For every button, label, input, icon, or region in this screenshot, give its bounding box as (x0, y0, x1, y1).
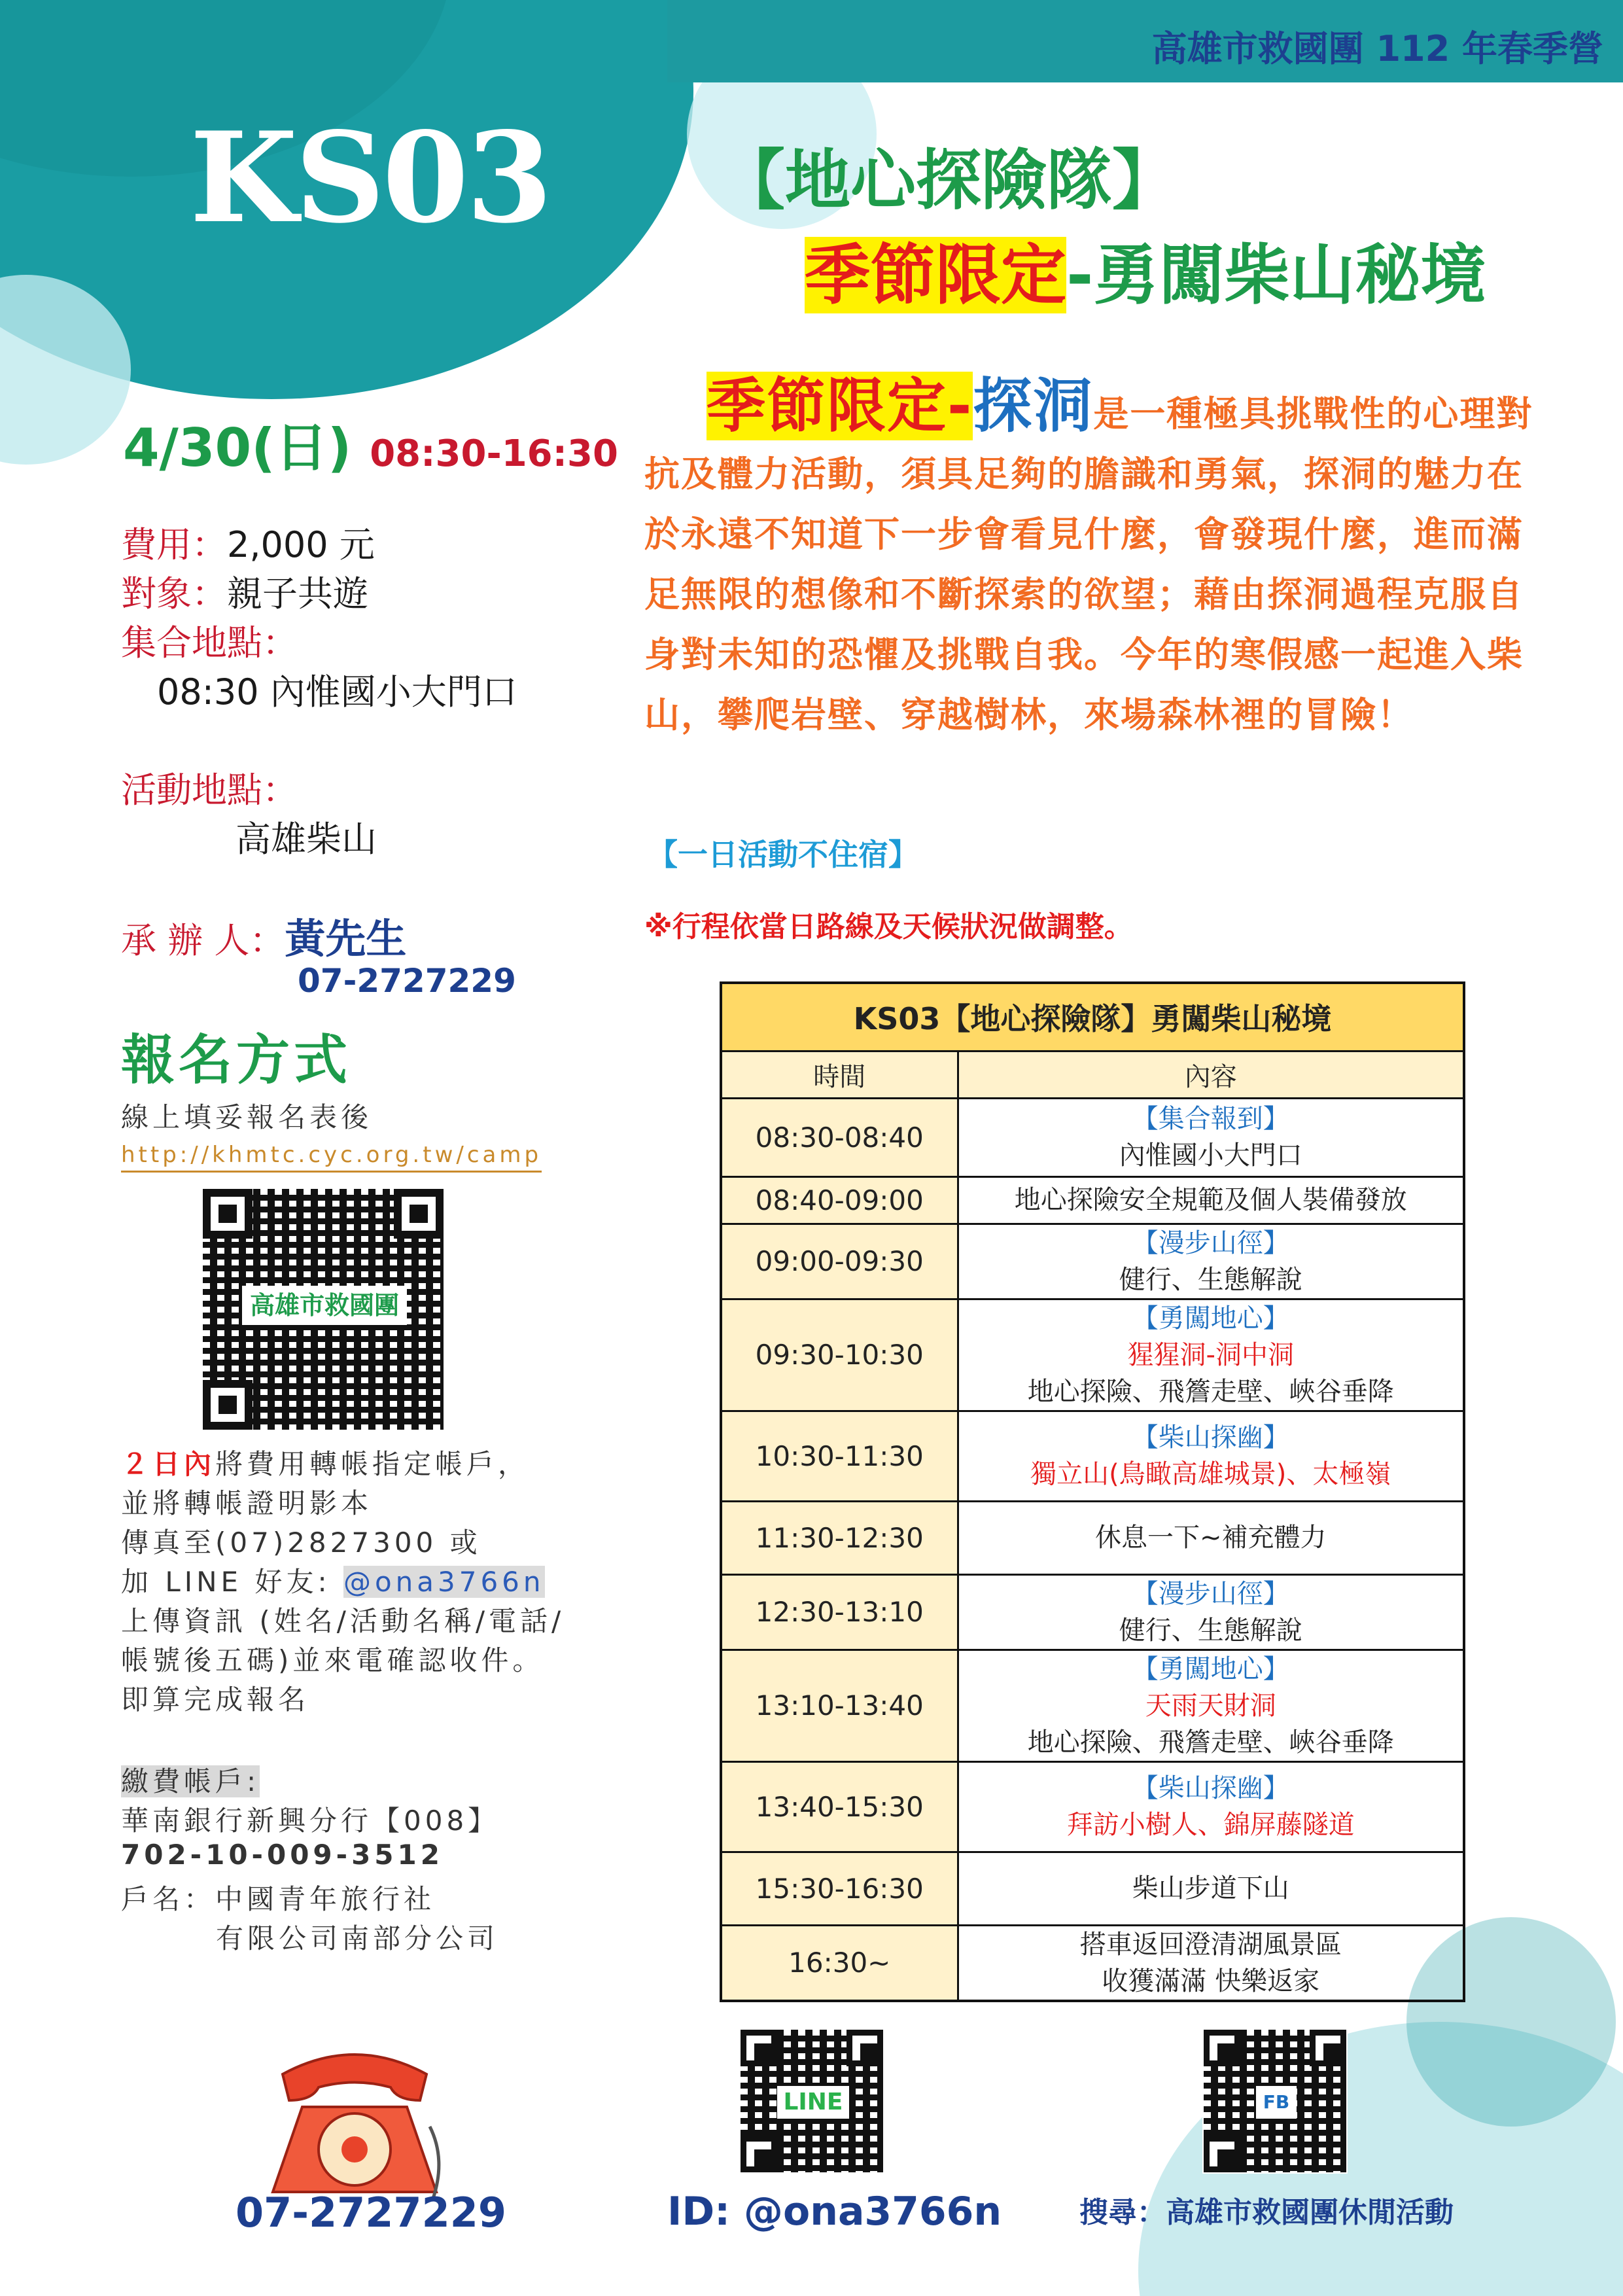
schedule-plain-text: 健行、生態解說 (1119, 1264, 1302, 1295)
schedule-tag-text: 【漫步山徑】 (1132, 1578, 1289, 1609)
schedule-time: 16:30~ (721, 1925, 958, 2001)
time-range: 08:30-16:30 (370, 433, 618, 475)
schedule-content (958, 1925, 1464, 2001)
schedule-plain-text: 地心探險、飛簷走壁、峽谷垂降 (1027, 1727, 1394, 1757)
venue-value: 高雄柴山 (236, 819, 377, 860)
schedule-time: 08:40-09:00 (721, 1176, 958, 1224)
activity-title-line2 (805, 222, 1486, 317)
col-time-header: 時間 (721, 1051, 958, 1098)
fee-row (121, 517, 375, 567)
schedule-body (721, 1098, 1464, 2001)
schedule-content (958, 1852, 1464, 1925)
payment-line5: 上傳資訊 (姓名/活動名稱/電話/ (121, 1605, 565, 1637)
payment-text4: 加 LINE 好友: (121, 1566, 343, 1598)
schedule-row (721, 1299, 1464, 1411)
schedule-caption: KS03【地心探險隊】勇闖柴山秘境 (721, 983, 1464, 1051)
schedule-time: 09:30-10:30 (721, 1299, 958, 1411)
footer-phone: 07-2727229 (236, 2189, 506, 2236)
payment-line6: 帳號後五碼)並來電確認收件。 (121, 1644, 544, 1676)
schedule-time: 09:00-09:30 (721, 1224, 958, 1299)
registration-qr-code-icon (201, 1188, 445, 1431)
schedule-row (721, 1925, 1464, 2001)
qr-center-label: 高雄市救國團 (242, 1286, 407, 1325)
schedule-row (721, 1411, 1464, 1501)
activity-code: KS03 (190, 105, 550, 251)
camp-season-title: 高雄市救國團 112 年春季營 (1151, 28, 1603, 69)
schedule-plain-text: 內惟國小大門口 (1119, 1140, 1302, 1171)
event-date (123, 406, 618, 481)
schedule-content (958, 1411, 1464, 1501)
footer-fb-search: 搜尋：高雄市救國團休閒活動 (1079, 2196, 1454, 2229)
footer-line-id: ID: @ona3766n (667, 2189, 1002, 2234)
schedule-tag-text: 【漫步山徑】 (1132, 1227, 1289, 1258)
registration-url-link[interactable]: http://khmtc.cyc.org.tw/camp (121, 1142, 542, 1173)
date-text: 4/30(日) (123, 417, 352, 478)
schedule-plain-text: 健行、生態解說 (1119, 1615, 1302, 1646)
schedule-row (721, 1224, 1464, 1299)
route-note: ※行程依當日路線及天候狀況做調整。 (644, 910, 1133, 944)
payment-text1: 將費用轉帳指定帳戶， (215, 1448, 530, 1480)
payment-line3: 傳真至(07)2827300 或 (121, 1527, 481, 1559)
organizer-name: 黃先生 (285, 915, 407, 963)
intro-highlight1: 季節限定- (707, 372, 973, 440)
col-content-header: 內容 (958, 1051, 1464, 1098)
payment-line2: 並將轉帳證明影本 (121, 1487, 373, 1519)
schedule-plain-text: 柴山步道下山 (1132, 1873, 1289, 1903)
schedule-red-text: 天雨天財洞 (1145, 1690, 1276, 1721)
intro-text: 是一種極具挑戰性的心理對抗及體力活動，須具足夠的膽識和勇氣，探洞的魅力在於永遠不知道下一步會看見什麼，會發現什麼，進而滿足無限的想像和不斷探索的欲望；藉由探洞過程克服自身對未知的恐懼及挑戰自我。今年的寒假感一起進入柴山，攀爬岩壁、穿越樹林，來場森林裡的冒險！ (644, 393, 1533, 735)
schedule-row (721, 1176, 1464, 1224)
schedule-time: 13:10-13:40 (721, 1650, 958, 1761)
schedule-red-text: 拜訪小樹人、錦屏藤隧道 (1066, 1810, 1355, 1840)
schedule-time: 13:40-15:30 (721, 1761, 958, 1852)
schedule-row (721, 1574, 1464, 1650)
schedule-time: 10:30-11:30 (721, 1411, 958, 1501)
schedule-plain-text: 地心探險、飛簷走壁、峽谷垂降 (1027, 1376, 1394, 1407)
venue-label: 活動地點： (121, 769, 298, 811)
account-holder1: 戶名：中國青年旅行社 (121, 1883, 436, 1915)
schedule-plain-text: 休息一下~補充體力 (1094, 1523, 1327, 1553)
meet-label-row (121, 615, 298, 665)
schedule-time: 11:30-12:30 (721, 1501, 958, 1574)
schedule-tag-text: 【柴山探幽】 (1132, 1773, 1289, 1803)
schedule-row (721, 1761, 1464, 1852)
registration-heading: 報名方式 (121, 1029, 352, 1091)
line-qr-code-icon (739, 2028, 884, 2174)
schedule-time: 08:30-08:40 (721, 1098, 958, 1176)
schedule-red-text: 獨立山(鳥瞰高雄城景)、太極嶺 (1030, 1459, 1391, 1489)
payment-line1 (121, 1443, 529, 1482)
schedule-time: 12:30-13:10 (721, 1574, 958, 1650)
line-id-highlight: @ona3766n (343, 1566, 545, 1598)
payment-line7: 即算完成報名 (121, 1684, 310, 1716)
schedule-tag-text: 【集合報到】 (1132, 1104, 1289, 1134)
schedule-plain-text: 搭車返回澄清湖風景區 收獲滿滿 快樂返家 (1079, 1929, 1342, 1996)
intro-paragraph (644, 372, 1541, 745)
schedule-tag-text: 【勇闖地心】 (1132, 1653, 1289, 1684)
activity-title-line1: 【地心探險隊】 (720, 142, 1178, 219)
schedule-content (958, 1501, 1464, 1574)
account-label: 繳費帳戶: (121, 1765, 260, 1797)
schedule-tag-text: 【柴山探幽】 (1132, 1422, 1289, 1453)
schedule-content (958, 1098, 1464, 1176)
line-qr-label: LINE (777, 2086, 849, 2119)
venue-label-row (121, 762, 298, 813)
organizer-label: 承 辦 人： (121, 920, 285, 961)
payment-deadline: ２日內 (121, 1448, 216, 1480)
account-label-row (121, 1760, 260, 1799)
payment-line4 (121, 1561, 545, 1600)
fb-qr-label: FB (1256, 2086, 1297, 2119)
schedule-content (958, 1650, 1464, 1761)
one-day-note: 【一日活動不住宿】 (648, 837, 918, 872)
fee-label: 費用： (121, 524, 227, 565)
schedule-content (958, 1299, 1464, 1411)
target-value: 親子共遊 (227, 573, 368, 614)
organizer-row (121, 906, 406, 964)
schedule-row (721, 1650, 1464, 1761)
account-holder2: 有限公司南部分公司 (216, 1922, 499, 1954)
schedule-table (720, 981, 1465, 2002)
meet-value: 08:30 內惟國小大門口 (157, 671, 517, 713)
intro-highlight2: 探洞 (973, 372, 1094, 440)
schedule-content (958, 1761, 1464, 1852)
schedule-row (721, 1852, 1464, 1925)
schedule-tag-text: 【勇闖地心】 (1132, 1303, 1289, 1333)
fee-value: 2,000 元 (227, 524, 375, 565)
registration-line1: 線上填妥報名表後 (121, 1101, 373, 1133)
schedule-content (958, 1224, 1464, 1299)
schedule-row (721, 1501, 1464, 1574)
schedule-time: 15:30-16:30 (721, 1852, 958, 1925)
top-band (667, 0, 1623, 82)
target-row (121, 566, 368, 616)
meet-label: 集合地點： (121, 622, 298, 663)
fb-qr-code-icon (1202, 2028, 1348, 2174)
season-limited-highlight: 季節限定 (805, 237, 1066, 313)
schedule-content (958, 1176, 1464, 1224)
title-rest: -勇闖柴山秘境 (1066, 237, 1486, 313)
schedule-red-text: 猩猩洞-洞中洞 (1127, 1339, 1294, 1370)
bank-name: 華南銀行新興分行【008】 (121, 1805, 500, 1837)
schedule-content (958, 1574, 1464, 1650)
account-number: 702-10-009-3512 (121, 1839, 444, 1871)
target-label: 對象： (121, 573, 227, 614)
telephone-icon (256, 2028, 453, 2212)
organizer-phone: 07-2727229 (298, 962, 516, 1000)
schedule-plain-text: 地心探險安全規範及個人裝備發放 (1014, 1185, 1407, 1215)
schedule-row (721, 1098, 1464, 1176)
